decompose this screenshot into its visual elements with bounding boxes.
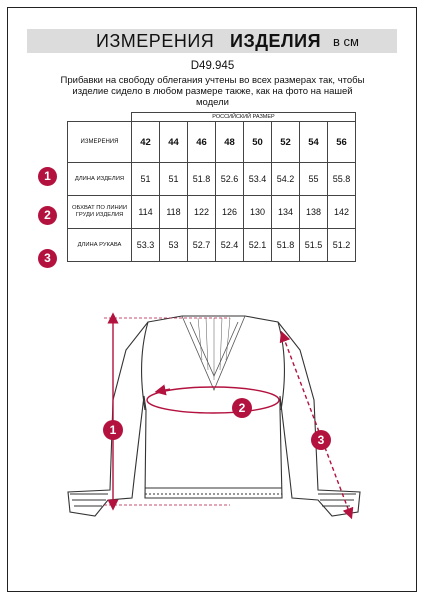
table-cell: 134 bbox=[272, 196, 300, 229]
size-header: 54 bbox=[300, 122, 328, 163]
table-cell: 55 bbox=[300, 163, 328, 196]
row-label: ДЛИНА РУКАВА bbox=[68, 229, 132, 262]
table-cell: 138 bbox=[300, 196, 328, 229]
size-header: 52 bbox=[272, 122, 300, 163]
size-header: 50 bbox=[244, 122, 272, 163]
table-cell: 52.4 bbox=[216, 229, 244, 262]
title-unit: в см bbox=[333, 34, 359, 49]
measure-marker-1: 1 bbox=[38, 167, 57, 186]
table-cell: 114 bbox=[132, 196, 160, 229]
sleeve-measure-line bbox=[283, 336, 350, 514]
table-cell: 53 bbox=[160, 229, 188, 262]
size-header: 44 bbox=[160, 122, 188, 163]
table-cell: 53.4 bbox=[244, 163, 272, 196]
table-cell: 118 bbox=[160, 196, 188, 229]
table-cell: 53.3 bbox=[132, 229, 160, 262]
size-header: 46 bbox=[188, 122, 216, 163]
table-cell: 52.7 bbox=[188, 229, 216, 262]
table-cell: 55.8 bbox=[328, 163, 356, 196]
length-measure-line bbox=[104, 318, 230, 505]
v-neck-insert bbox=[182, 316, 245, 390]
measure-marker-3: 3 bbox=[38, 249, 57, 268]
table-cell: 54.2 bbox=[272, 163, 300, 196]
size-group-header: РОССИЙСКИЙ РАЗМЕР bbox=[132, 113, 356, 122]
diagram-marker-3-label: 3 bbox=[317, 433, 325, 447]
title-normal: ИЗМЕРЕНИЯ bbox=[96, 31, 215, 51]
table-cell: 51 bbox=[132, 163, 160, 196]
row-label: ОБХВАТ ПО ЛИНИИ ГРУДИ ИЗДЕЛИЯ bbox=[68, 196, 132, 229]
chest-measure-ellipse bbox=[147, 387, 279, 413]
table-cell: 51.8 bbox=[272, 229, 300, 262]
table-cell: 52.6 bbox=[216, 163, 244, 196]
row-label: ДЛИНА ИЗДЕЛИЯ bbox=[68, 163, 132, 196]
size-header: 56 bbox=[328, 122, 356, 163]
table-cell: 51.5 bbox=[300, 229, 328, 262]
size-header: 42 bbox=[132, 122, 160, 163]
table-cell: 51 bbox=[160, 163, 188, 196]
table-cell: 51.2 bbox=[328, 229, 356, 262]
fit-note: Прибавки на свободу облегания учтены во всех размерах так, чтобы изделие сидело в любом размере также, как на фото на нашей модели bbox=[60, 75, 365, 108]
diagram-marker-1-label: 1 bbox=[109, 423, 117, 437]
measure-marker-2: 2 bbox=[38, 206, 57, 225]
size-header: 48 bbox=[216, 122, 244, 163]
product-code: D49.945 bbox=[190, 60, 235, 72]
table-cell: 51.8 bbox=[188, 163, 216, 196]
diagram-marker-2-label: 2 bbox=[238, 401, 246, 415]
table-cell: 126 bbox=[216, 196, 244, 229]
table-cell: 142 bbox=[328, 196, 356, 229]
title-bold: ИЗДЕЛИЯ bbox=[230, 31, 322, 51]
table-cell: 52.1 bbox=[244, 229, 272, 262]
corner-label: ИЗМЕРЕНИЯ bbox=[68, 122, 132, 163]
table-cell: 122 bbox=[188, 196, 216, 229]
table-cell: 130 bbox=[244, 196, 272, 229]
